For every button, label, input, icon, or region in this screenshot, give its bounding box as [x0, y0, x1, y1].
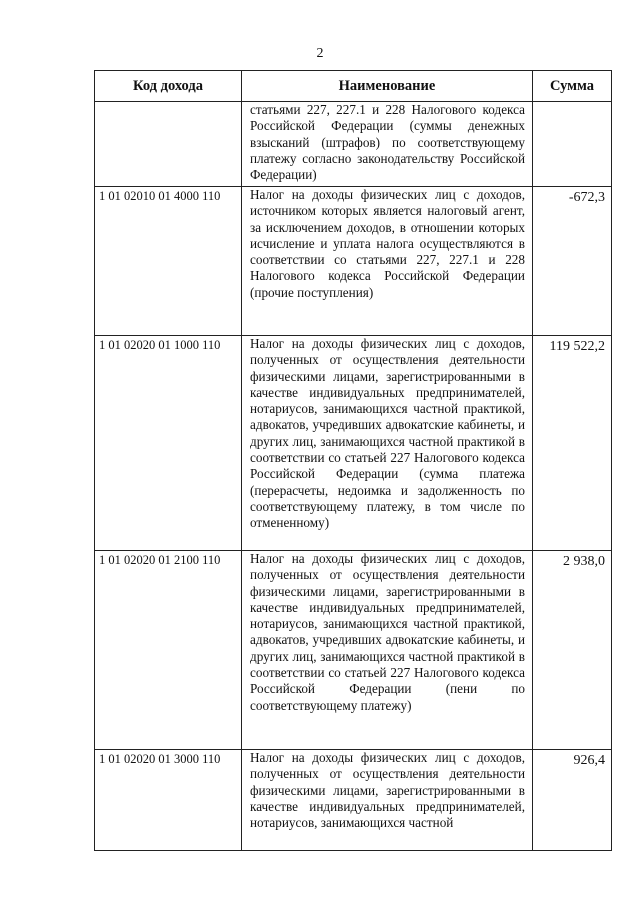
table-row: [95, 102, 612, 187]
table-row: [95, 336, 612, 551]
revenue-sum-cell: 119 522,2: [533, 336, 612, 551]
revenue-name-cell: Налог на доходы физических лиц с доходов, полученных от осуществления деятельности физическими лицами, зарегистрированными в качестве индивидуальных предпринимателей, нотариусов, занимающихся частной: [242, 750, 533, 851]
revenue-sum-cell: 926,4: [533, 750, 612, 851]
revenue-sum-cell: 2 938,0: [533, 551, 612, 750]
revenue-code-cell: 1 01 02010 01 4000 110: [95, 187, 242, 336]
revenue-code-cell: 1 01 02020 01 3000 110: [95, 750, 242, 851]
revenue-code-cell: 1 01 02020 01 2100 110: [95, 551, 242, 750]
revenue-code-cell: [95, 102, 242, 187]
header-code: Код дохода: [95, 71, 242, 102]
revenue-name-cell: статьями 227, 227.1 и 228 Налогового кодекса Российской Федерации (суммы денежных взысканий (штрафов) по соответствующему платежу согласно законодательству Российской Федерации): [242, 102, 533, 187]
revenue-sum-cell: -672,3: [533, 187, 612, 336]
header-name: Наименование: [242, 71, 533, 102]
table-row: [95, 187, 612, 336]
table-row: [95, 750, 612, 851]
revenue-name-cell: Налог на доходы физических лиц с доходов, полученных от осуществления деятельности физическими лицами, зарегистрированными в качестве индивидуальных предпринимателей, нотариусов, занимающихся частной практикой, адвокатов, учредивших адвокатские кабинеты, и других лиц, занимающихся частной практикой в соответствии со статьей 227 Налогового кодекса Российской Федерации (пени по соответствующему платежу): [242, 551, 533, 750]
table-header-row: [95, 71, 612, 102]
revenue-name-cell: Налог на доходы физических лиц с доходов, источником которых является налоговый агент, за исключением доходов, в отношении которых исчисление и уплата налога осуществляются в соответствии со статьями 227, 227.1 и 228 Налогового кодекса Российской Федерации (прочие поступления): [242, 187, 533, 336]
revenue-table: [94, 70, 612, 851]
revenue-code-cell: 1 01 02020 01 1000 110: [95, 336, 242, 551]
page-number: 2: [316, 46, 324, 61]
revenue-sum-cell: [533, 102, 612, 187]
header-sum: Сумма: [533, 71, 612, 102]
revenue-name-cell: Налог на доходы физических лиц с доходов, полученных от осуществления деятельности физическими лицами, зарегистрированными в качестве индивидуальных предпринимателей, нотариусов, занимающихся частной практикой, адвокатов, учредивших адвокатские кабинеты, и других лиц, занимающихся частной практикой в соответствии со статьей 227 Налогового кодекса Российской Федерации (сумма платежа (перерасчеты, недоимка и задолженность по соответствующему платежу, в том числе по отмененному): [242, 336, 533, 551]
table-row: [95, 551, 612, 750]
